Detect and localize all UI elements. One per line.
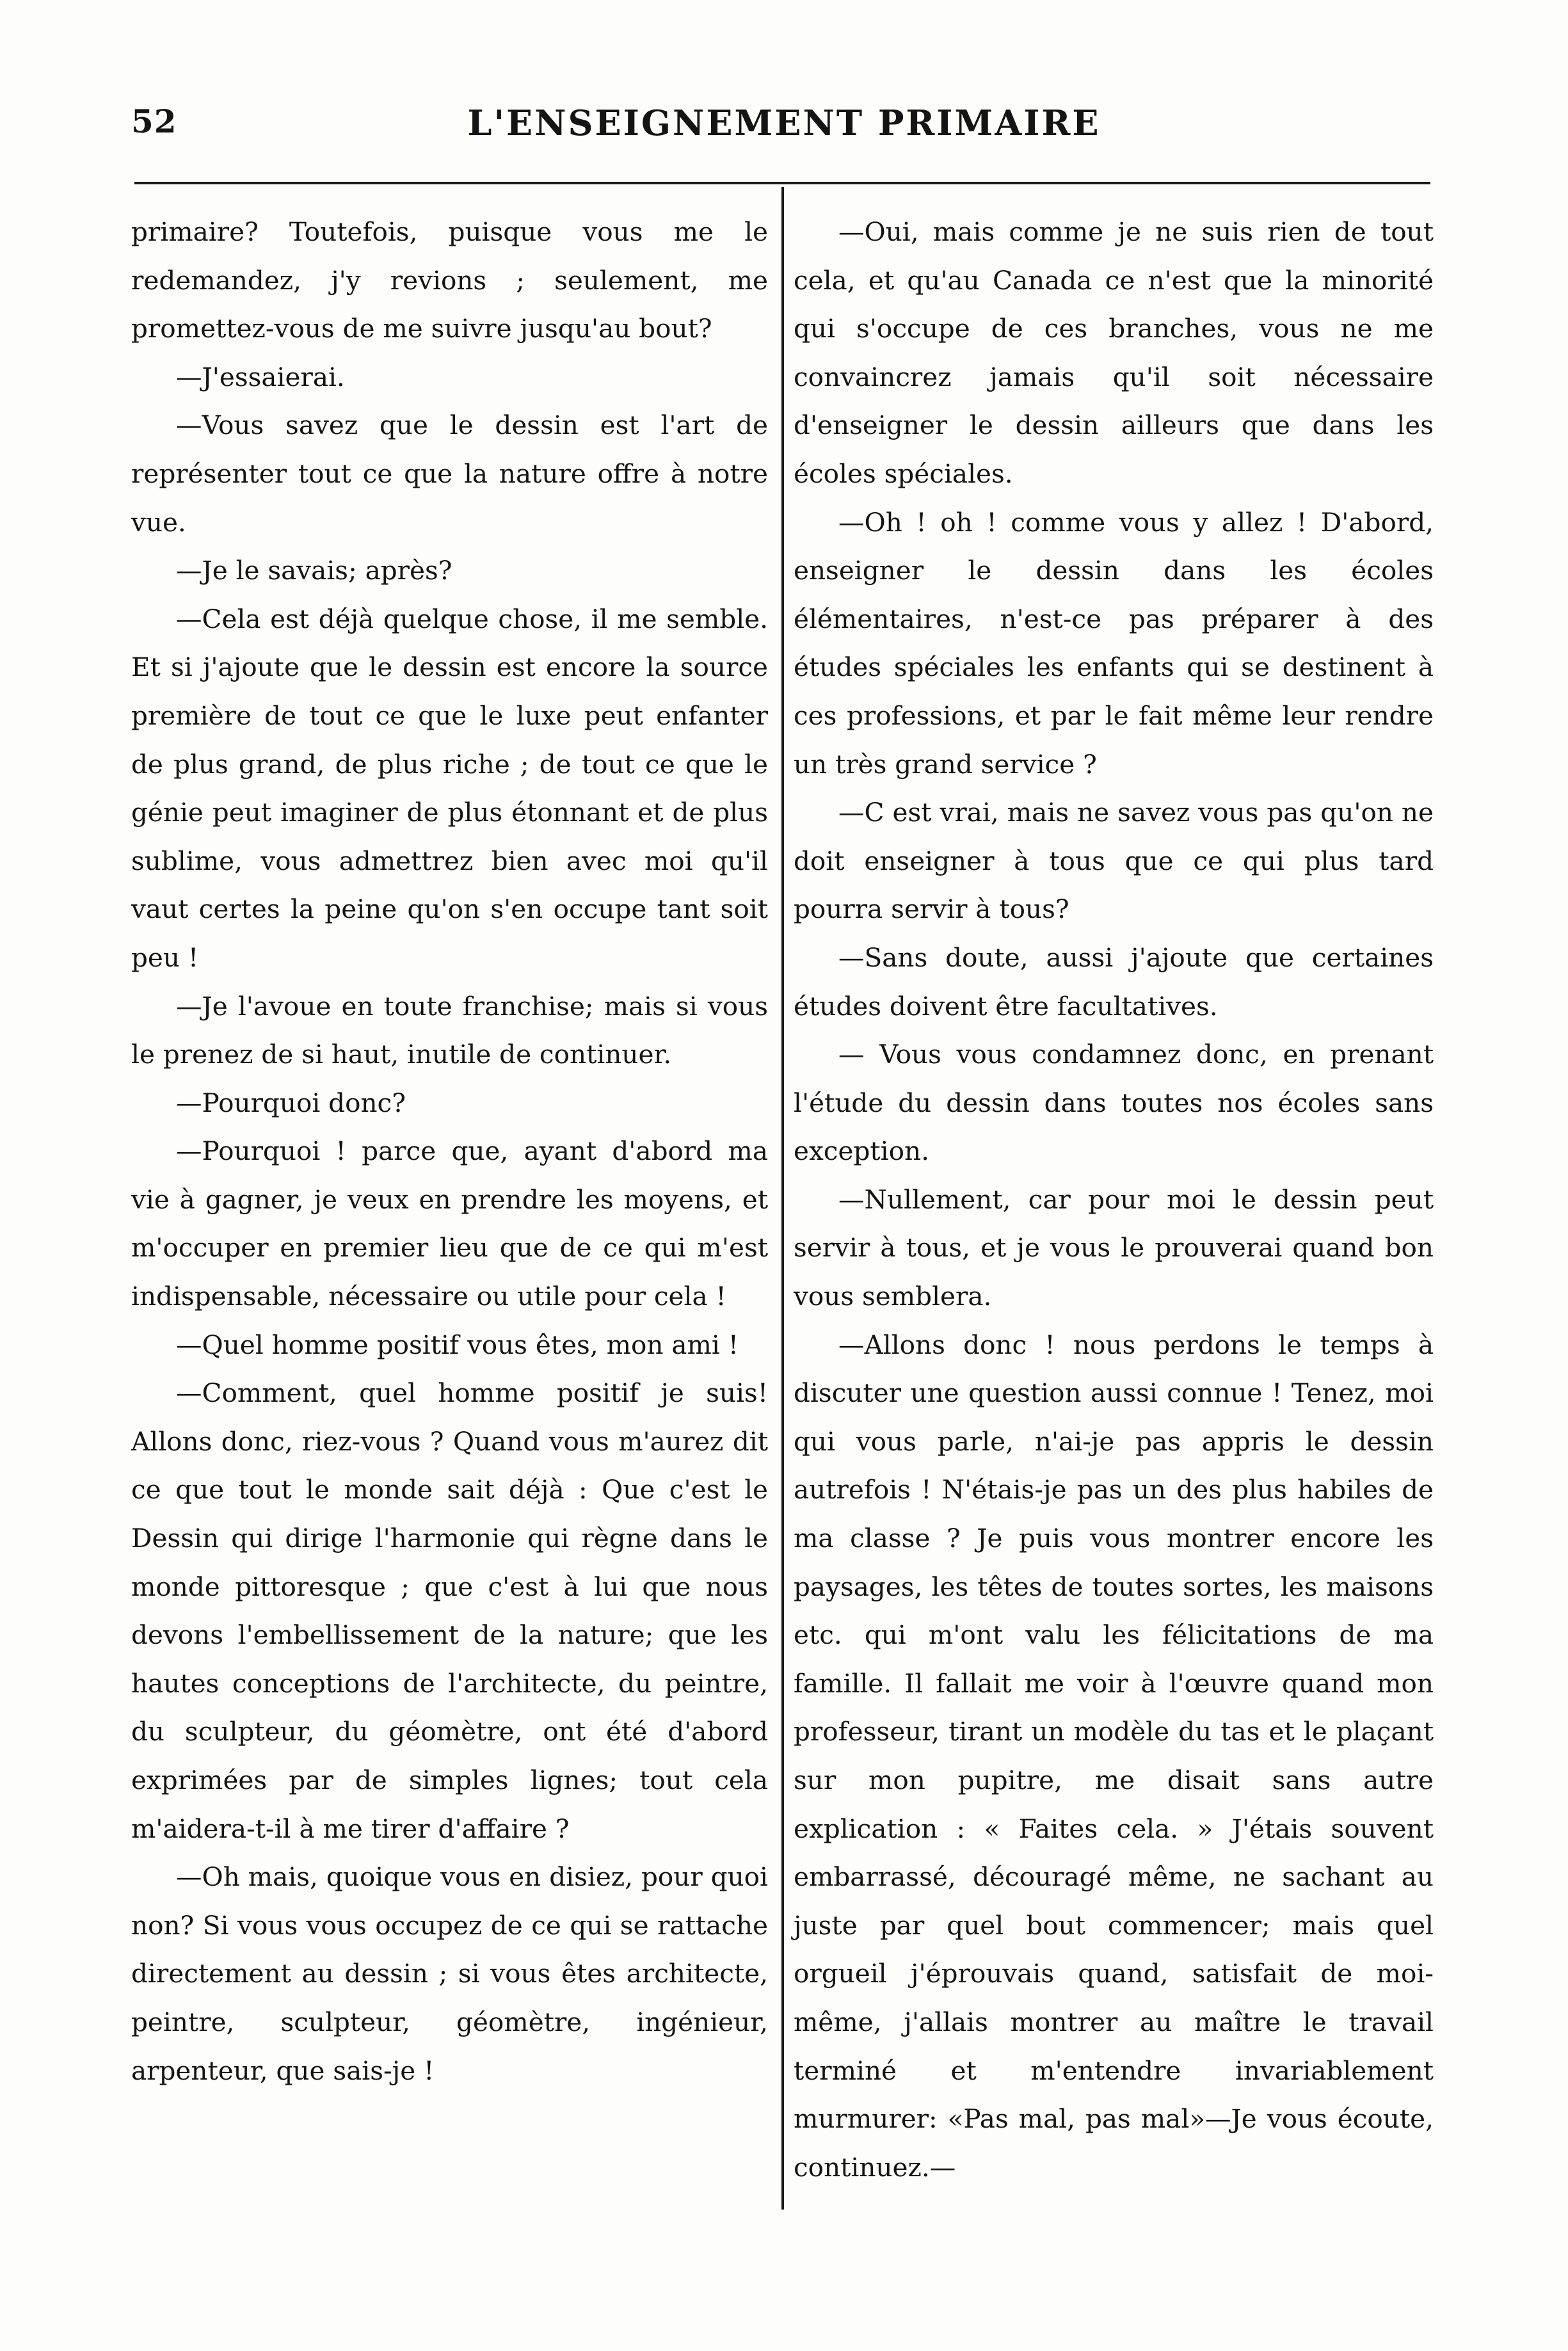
paragraph: —Allons donc ! nous perdons le temps à discuter une question aussi connue ! Tenez, moi qui vous parle, n'ai-je pas appris le dessin autrefois ! N'étais-je pas un des plus habiles de ma classe ? Je puis vous montrer encore les paysages, les têtes de toutes sortes, les maisons etc. qui m'ont valu les félicitations de ma famille. Il fallait me voir à l'œuvre quand mon professeur, tirant un modèle du tas et le plaçant sur mon pupitre, me disait sans autre explication : « Faites cela. » J'étais souvent embarrassé, découragé même, ne sachant au juste par quel bout commencer; mais quel orgueil j'éprouvais quand, satisfait de moi-même, j'allais montrer au maître le travail terminé et m'entendre invariablement murmurer: «Pas mal, pas mal»—Je vous écoute, continuez.— xyxy=(794,1329,1434,2183)
paragraph: —Cela est déjà quelque chose, il me semble. Et si j'ajoute que le dessin est encore la source première de tout ce que le luxe peut enfanter de plus grand, de plus riche ; de tout ce que le génie peut imaginer de plus étonnant et de plus sublime, vous admettrez bien avec moi qu'il vaut certes la peine qu'on s'en occupe tant soit peu ! xyxy=(131,603,768,973)
paragraph: —Quel homme positif vous êtes, mon ami ! xyxy=(176,1329,739,1360)
paragraph: —Nullement, car pour moi le dessin peut servir à tous, et je vous le prouverai quand bon vous semblera. xyxy=(794,1184,1434,1312)
paragraph: —C est vrai, mais ne savez vous pas qu'on ne doit enseigner à tous que ce qui plus tard pourra servir à tous? xyxy=(794,797,1434,925)
paragraph: —Oui, mais comme je ne suis rien de tout cela, et qu'au Canada ce n'est que la minorité qui s'occupe de ces branches, vous ne me convaincrez jamais qu'il soit nécessaire d'enseigner le dessin ailleurs que dans les écoles spéciales. xyxy=(794,216,1434,489)
paragraph: —Comment, quel homme positif je suis! Allons donc, riez-vous ? Quand vous m'aurez dit ce que tout le monde sait déjà : Que c'est le Dessin qui dirige l'harmonie qui règne dans le monde pittoresque ; que c'est à lui que nous devons l'embellissement de la nature; que les hautes conceptions de l'architecte, du peintre, du sculpteur, du géomètre, ont été d'abord exprimées par de simples lignes; tout cela m'aidera-t-il à me tirer d'affaire ? xyxy=(131,1377,768,1844)
paragraph: primaire? Toutefois, puisque vous me le redemandez, j'y revions ; seulement, me promettez-vous de me suivre jusqu'au bout? xyxy=(131,216,768,344)
paragraph: —J'essaierai. xyxy=(176,361,345,392)
left-column xyxy=(131,208,768,2095)
page-header xyxy=(131,102,1437,154)
column-divider xyxy=(781,187,784,2210)
paragraph: —Oh mais, quoique vous en disiez, pour quoi non? Si vous vous occupez de ce qui se rattache directement au dessin ; si vous êtes architecte, peintre, sculpteur, géomètre, ingénieur, arpenteur, que sais-je ! xyxy=(131,1861,768,2086)
page-number: 52 xyxy=(131,102,177,140)
paragraph: —Pourquoi donc? xyxy=(176,1087,406,1118)
paragraph: —Je le savais; après? xyxy=(176,555,452,586)
running-title: L'ENSEIGNEMENT PRIMAIRE xyxy=(467,102,1101,143)
paragraph: —Sans doute, aussi j'ajoute que certaines études doivent être facultatives. xyxy=(794,942,1434,1022)
right-column xyxy=(794,208,1434,2192)
paragraph: — Vous vous condamnez donc, en prenant l'étude du dessin dans toutes nos écoles sans exception. xyxy=(794,1039,1434,1167)
paragraph: —Pourquoi ! parce que, ayant d'abord ma vie à gagner, je veux en prendre les moyens, et m'occuper en premier lieu que de ce qui m'est indispensable, nécessaire ou utile pour cela ! xyxy=(131,1135,768,1312)
header-rule xyxy=(134,182,1430,184)
paragraph: —Je l'avoue en toute franchise; mais si vous le prenez de si haut, inutile de continuer. xyxy=(131,990,768,1070)
paragraph: —Oh ! oh ! comme vous y allez ! D'abord, enseigner le dessin dans les écoles élémentaires, n'est-ce pas préparer à des études spéciales les enfants qui se destinent à ces professions, et par le fait même leur rendre un très grand service ? xyxy=(794,506,1434,780)
paragraph: —Vous savez que le dessin est l'art de représenter tout ce que la nature offre à notre vue. xyxy=(131,410,768,538)
